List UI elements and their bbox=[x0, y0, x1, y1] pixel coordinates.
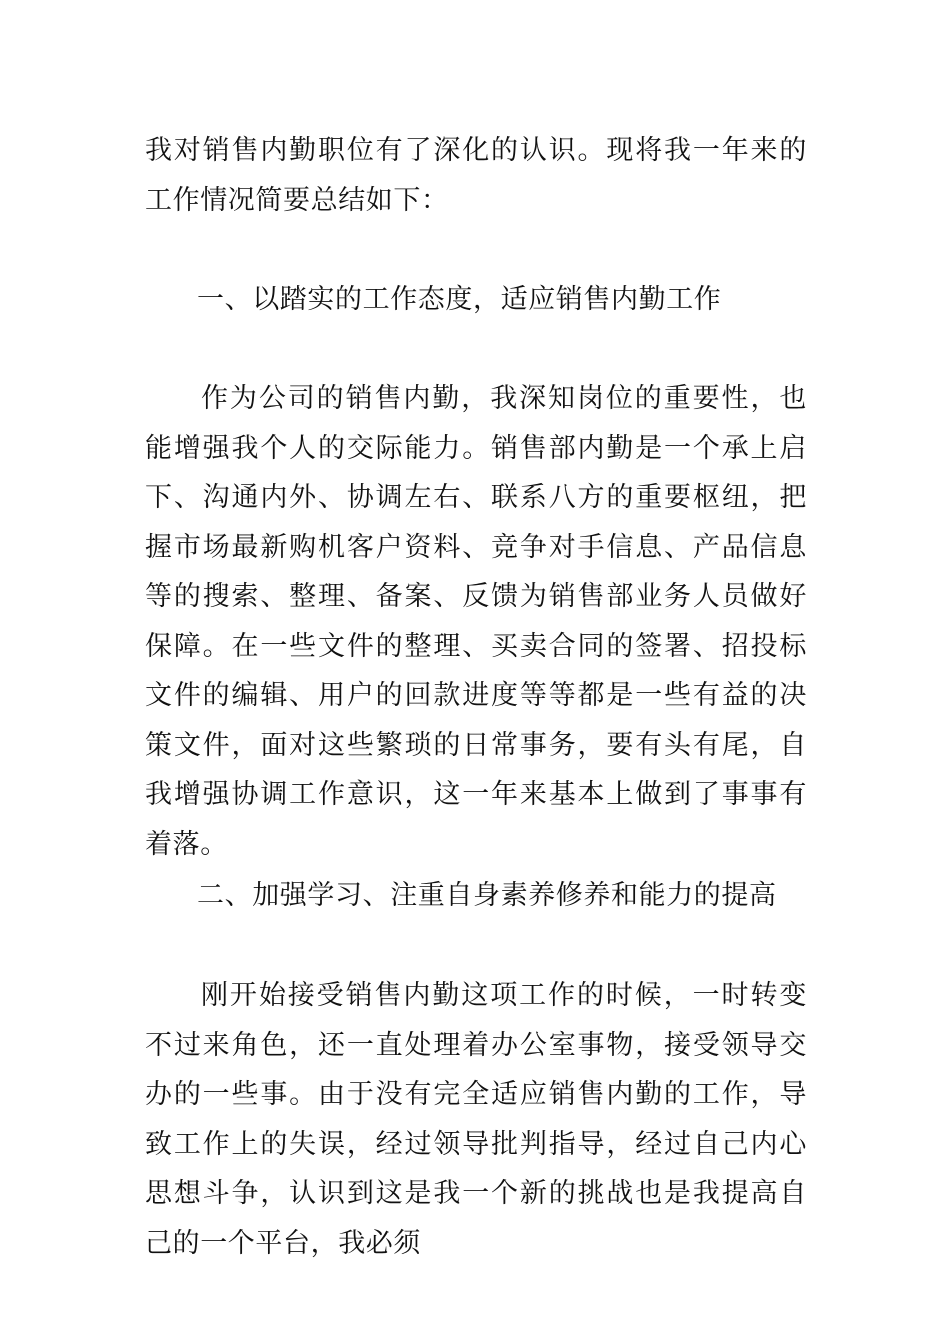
section1-heading: 一、以踏实的工作态度，适应销售内勤工作 bbox=[197, 284, 722, 315]
intro-paragraph: 我对销售内勤职位有了深化的认识。现将我一年来的工作情况简要总结如下： bbox=[145, 135, 807, 216]
section2-paragraph: 刚开始接受销售内勤这项工作的时候，一时转变不过来角色，还一直处理着办公室事物，接受领导交办的一些事。由于没有完全适应销售内勤的工作，导致工作上的失误，经过领导批判指导，经过自己内心思想斗争，认识到这是我一个新的挑战也是我提高自己的一个平台，我必须 bbox=[145, 980, 807, 1259]
section2-heading: 二、加强学习、注重自身素养修养和能力的提高 bbox=[197, 880, 777, 911]
section1-paragraph: 作为公司的销售内勤，我深知岗位的重要性，也能增强我个人的交际能力。销售部内勤是一个承上启下、沟通内外、协调左右、联系八方的重要枢纽，把握市场最新购机客户资料、竞争对手信息、产品信息等的搜索、整理、备案、反馈为销售部业务人员做好保障。在一些文件的整理、买卖合同的签署、招投标文件的编辑、用户的回款进度等等都是一些有益的决策文件，面对这些繁琐的日常事务，要有头有尾，自我增强协调工作意识，这一年来基本上做到了事事有着落。 bbox=[145, 383, 807, 860]
